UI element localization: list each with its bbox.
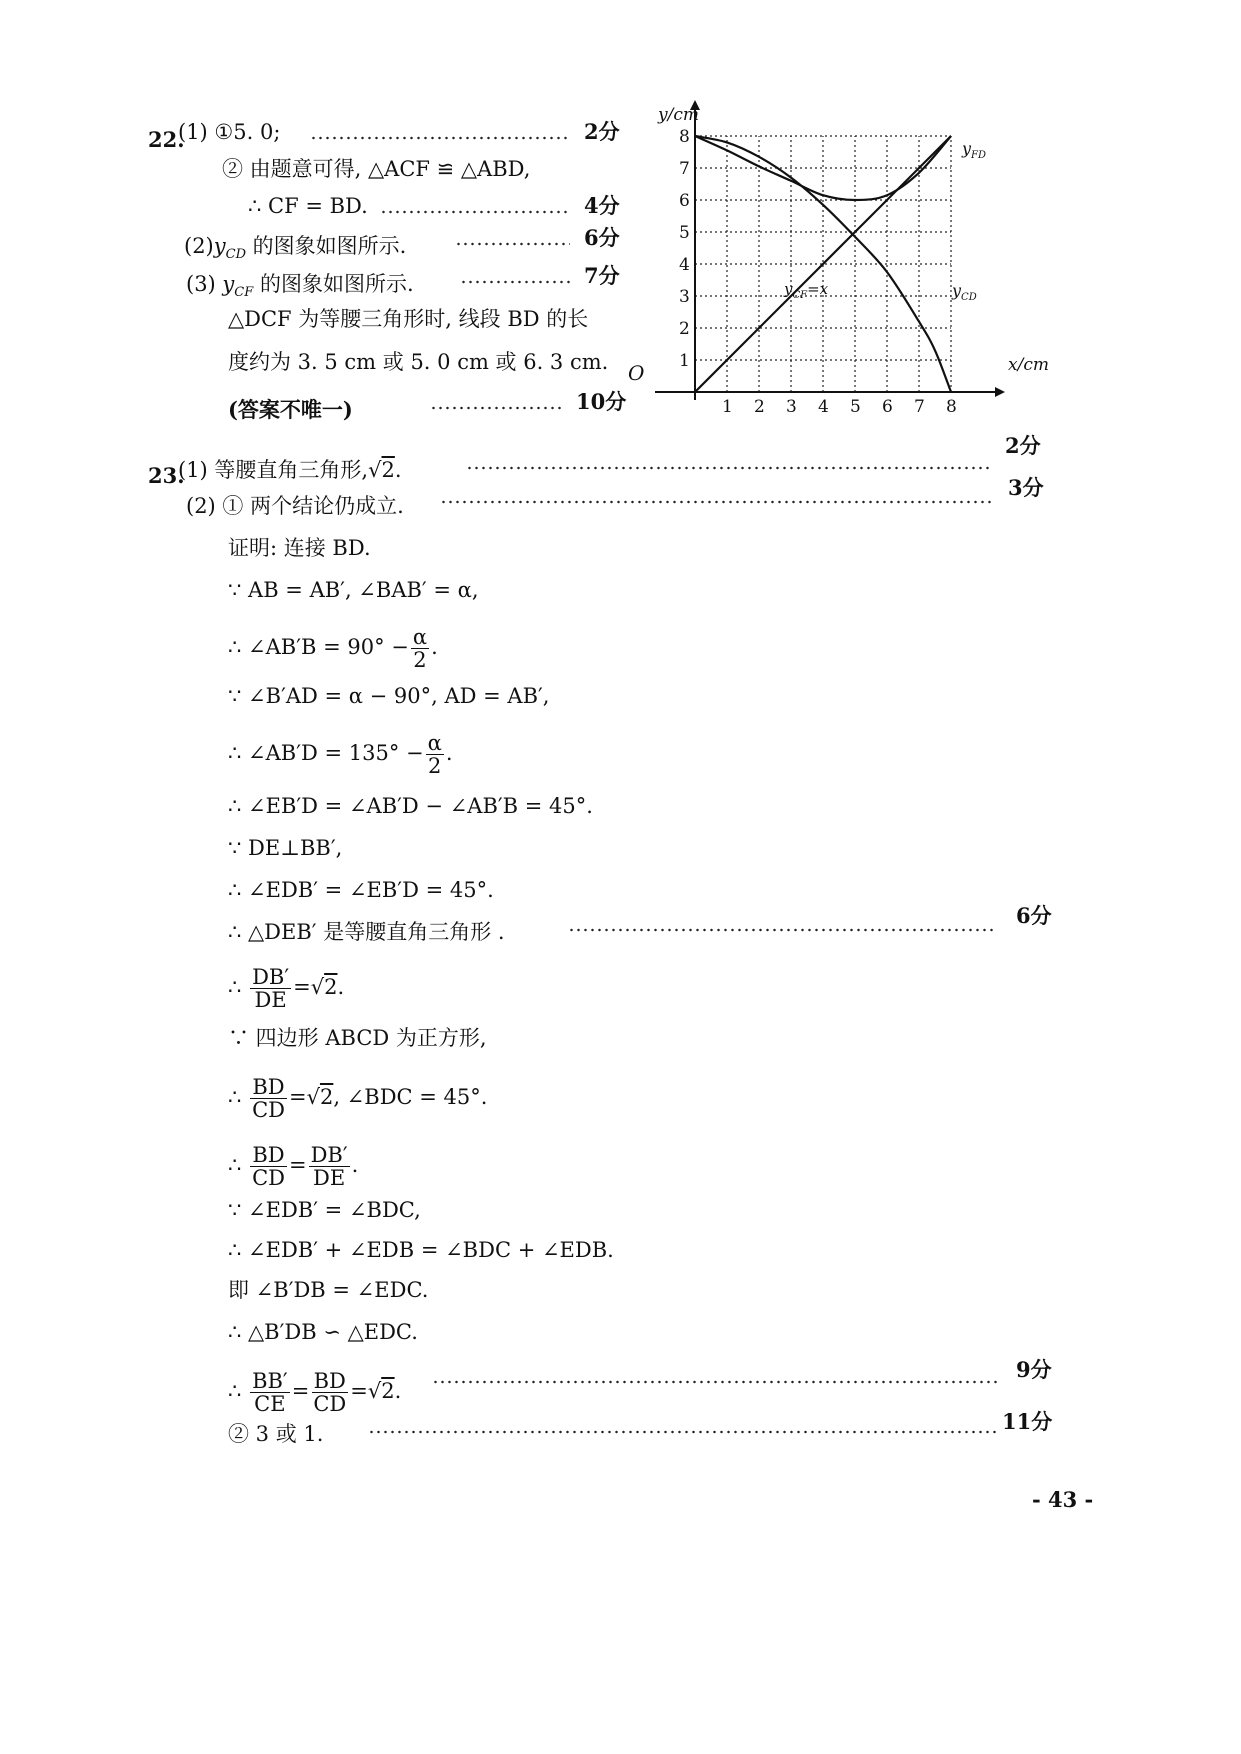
fraction-denominator: DE <box>254 988 287 1013</box>
q22-part1-step3: ∴ CF = BD. <box>248 194 368 218</box>
proof-line-18-end: . <box>394 1379 402 1404</box>
series-label-ycd-main: y <box>952 281 962 300</box>
fraction <box>250 1076 287 1121</box>
score-q22-1: 2分 <box>584 119 620 144</box>
x-axis-arrow <box>995 387 1005 397</box>
proof-line-18-therefore: ∴ <box>228 1379 242 1404</box>
series-label-yfd <box>961 139 986 161</box>
fraction <box>250 1370 290 1415</box>
proof-line-13 <box>228 1144 358 1189</box>
q23-part1-sqrt: 2 <box>381 458 395 482</box>
proof-line-3-end: . <box>431 635 438 660</box>
y-tick-label: 4 <box>679 255 690 275</box>
y-tick-label: 7 <box>679 159 690 179</box>
dot-leader <box>430 388 565 416</box>
x-tick-label: 1 <box>722 397 733 417</box>
fraction-denominator: DE <box>313 1166 346 1191</box>
q23-part1: (1) 等腰直角三角形,√2. <box>178 458 402 482</box>
series-label-ycf-main: y <box>784 280 793 298</box>
fraction-denominator: CD <box>252 1098 285 1123</box>
score-q22-3: 7分 <box>584 263 620 288</box>
y-tick-label: 6 <box>679 191 690 211</box>
dot-leader <box>368 1412 1000 1440</box>
score-q23-1: 2分 <box>1005 433 1041 458</box>
dot-leader <box>568 910 996 938</box>
proof-line-13-therefore: ∴ <box>228 1153 242 1178</box>
q23-number: 23. <box>148 463 185 488</box>
q22-part2-text: 的图象如图所示. <box>246 234 407 258</box>
x-tick-label: 3 <box>786 397 797 417</box>
proof-line-10-eq: =√ <box>293 975 325 1000</box>
fraction <box>250 966 291 1011</box>
series-label-ycf-sub: CF <box>792 290 808 301</box>
y-tick-label: 1 <box>679 351 690 371</box>
proof-line-7: ∵ DE⊥BB′, <box>228 836 343 860</box>
series-group <box>695 136 951 392</box>
proof-line-5 <box>228 732 453 777</box>
function-graph <box>628 100 1060 420</box>
proof-line-16: 即 ∠B′DB = ∠EDC. <box>228 1278 429 1302</box>
proof-line-1: 证明: 连接 BD. <box>228 536 371 560</box>
x-axis-label: x/cm <box>1008 355 1049 375</box>
proof-line-11: ∵ 四边形 ABCD 为正方形, <box>228 1026 487 1050</box>
proof-line-5-end: . <box>445 741 453 766</box>
page-number: - 43 - <box>1032 1487 1094 1512</box>
q22-part3-text: 的图象如图所示. <box>253 272 414 296</box>
proof-line-2: ∵ AB = AB′, ∠BAB′ = α, <box>228 578 479 602</box>
dot-leader <box>380 192 570 220</box>
y-tick-label: 3 <box>679 287 690 307</box>
fraction-numerator: BD <box>313 1369 346 1393</box>
q23-part1-text: (1) 等腰直角三角形, <box>178 458 369 482</box>
proof-line-3-text: ∴ ∠AB′B = 90° − <box>228 635 409 660</box>
proof-line-10-end: . <box>337 975 345 1000</box>
x-tick-label: 8 <box>946 397 957 417</box>
proof-line-4: ∵ ∠B′AD = α − 90°, AD = AB′, <box>228 684 550 708</box>
series-label-ycd <box>951 281 977 303</box>
q22-part2-sub: CD <box>225 247 246 263</box>
q22-part3-note: (答案不唯一) <box>228 397 353 422</box>
q22-part3-var: y <box>222 272 235 296</box>
proof-line-13-end: . <box>351 1153 359 1178</box>
dot-leader <box>440 482 992 510</box>
fraction-numerator: DB′ <box>310 1143 348 1167</box>
score-q23-6: 6分 <box>1016 903 1052 928</box>
q23-part2-answer2: ② 3 或 1. <box>228 1422 324 1446</box>
q22-number: 22. <box>148 127 185 152</box>
proof-line-12-therefore: ∴ <box>228 1085 242 1110</box>
x-tick-label: 2 <box>754 397 765 417</box>
x-tick-labels <box>722 397 957 417</box>
proof-line-9: ∴ △DEB′ 是等腰直角三角形 . <box>228 920 505 944</box>
score-q23-2: 3分 <box>1008 475 1044 500</box>
q22-part1-answer: (1) ①5. 0; <box>178 120 281 144</box>
fraction-numerator: α <box>412 625 428 649</box>
proof-line-18-eq1: = <box>291 1379 310 1404</box>
score-q22-1b: 4分 <box>584 193 620 218</box>
fraction-denominator: CD <box>313 1392 347 1417</box>
series-label-ycd-sub: CD <box>961 292 977 303</box>
proof-line-12-eq: =√ <box>288 1085 320 1110</box>
dot-leader <box>310 118 568 146</box>
q23-part1-end: . <box>394 458 402 482</box>
q22-part1-step2: ② 由题意可得, △ACF ≌ △ABD, <box>222 157 531 181</box>
dot-leader <box>455 224 570 252</box>
proof-line-17: ∴ △B′DB ∽ △EDC. <box>228 1320 418 1344</box>
q22-part3-line3: 度约为 3. 5 cm 或 5. 0 cm 或 6. 3 cm. <box>228 350 609 374</box>
origin-label: O <box>628 361 645 385</box>
series-label-yfd-main: y <box>962 139 972 158</box>
fraction <box>411 626 429 671</box>
q22-part3-prefix: (3) <box>186 272 223 296</box>
score-q22-3b: 10分 <box>576 389 627 414</box>
proof-line-3 <box>228 626 438 671</box>
proof-line-10-therefore: ∴ <box>228 975 242 1000</box>
proof-line-18 <box>228 1370 401 1415</box>
q22-part3-line2: △DCF 为等腰三角形时, 线段 BD 的长 <box>228 307 589 331</box>
proof-line-14: ∵ ∠EDB′ = ∠BDC, <box>228 1198 421 1222</box>
proof-line-5-text: ∴ ∠AB′D = 135° − <box>228 741 424 766</box>
proof-line-8: ∴ ∠EDB′ = ∠EB′D = 45°. <box>228 878 494 902</box>
x-tick-label: 6 <box>882 397 893 417</box>
y-tick-label: 5 <box>679 223 690 243</box>
x-tick-label: 5 <box>850 397 861 417</box>
proof-line-18-eq2: =√ <box>350 1379 382 1404</box>
dot-leader <box>466 448 991 476</box>
score-q23-11: 11分 <box>1002 1409 1053 1434</box>
fraction-numerator: BD <box>252 1075 285 1099</box>
dot-leader <box>432 1362 1000 1390</box>
proof-line-18-sqrt: 2 <box>381 1379 395 1404</box>
fraction-numerator: DB′ <box>252 965 290 989</box>
proof-line-10 <box>228 966 344 1011</box>
y-tick-labels <box>679 127 690 371</box>
q22-part2 <box>184 232 406 269</box>
series-label-ycf <box>783 280 829 301</box>
series-line-ycfx <box>695 136 951 392</box>
fraction-numerator: α <box>427 731 442 755</box>
proof-line-12 <box>228 1076 487 1121</box>
q22-part3-sub: CF <box>234 285 254 301</box>
fraction-numerator: BD <box>252 1143 285 1167</box>
proof-line-12-end: , ∠BDC = 45°. <box>333 1085 488 1110</box>
q22-part2-prefix: (2) <box>184 234 214 258</box>
q22-part3 <box>186 270 414 307</box>
score-q23-9: 9分 <box>1016 1357 1052 1382</box>
y-tick-label: 8 <box>679 127 690 147</box>
y-axis-label: y/cm <box>658 105 699 125</box>
series-label-yfd-sub: FD <box>971 150 987 161</box>
proof-line-6: ∴ ∠EB′D = ∠AB′D − ∠AB′B = 45°. <box>228 794 593 818</box>
proof-line-10-sqrt: 2 <box>324 975 338 1000</box>
fraction <box>426 732 444 777</box>
proof-line-13-eq: = <box>288 1153 307 1178</box>
fraction <box>250 1144 287 1189</box>
fraction-numerator: BB′ <box>252 1369 288 1393</box>
fraction-denominator: CE <box>254 1392 286 1417</box>
x-tick-label: 7 <box>914 397 925 417</box>
fraction-denominator: 2 <box>413 648 427 673</box>
fraction <box>311 1370 348 1415</box>
fraction-denominator: 2 <box>428 754 442 779</box>
fraction-denominator: CD <box>252 1166 285 1191</box>
series-label-ycf-suffix: =x <box>807 280 829 298</box>
fraction <box>309 1144 350 1189</box>
proof-line-12-sqrt: 2 <box>319 1085 334 1110</box>
x-tick-label: 4 <box>818 397 829 417</box>
q22-part2-var: y <box>213 234 226 258</box>
dot-leader <box>460 262 570 290</box>
score-q22-2: 6分 <box>584 225 620 250</box>
y-tick-label: 2 <box>679 319 690 339</box>
proof-line-15: ∴ ∠EDB′ + ∠EDB = ∠BDC + ∠EDB. <box>228 1238 614 1262</box>
q23-part2: (2) ① 两个结论仍成立. <box>186 494 404 518</box>
